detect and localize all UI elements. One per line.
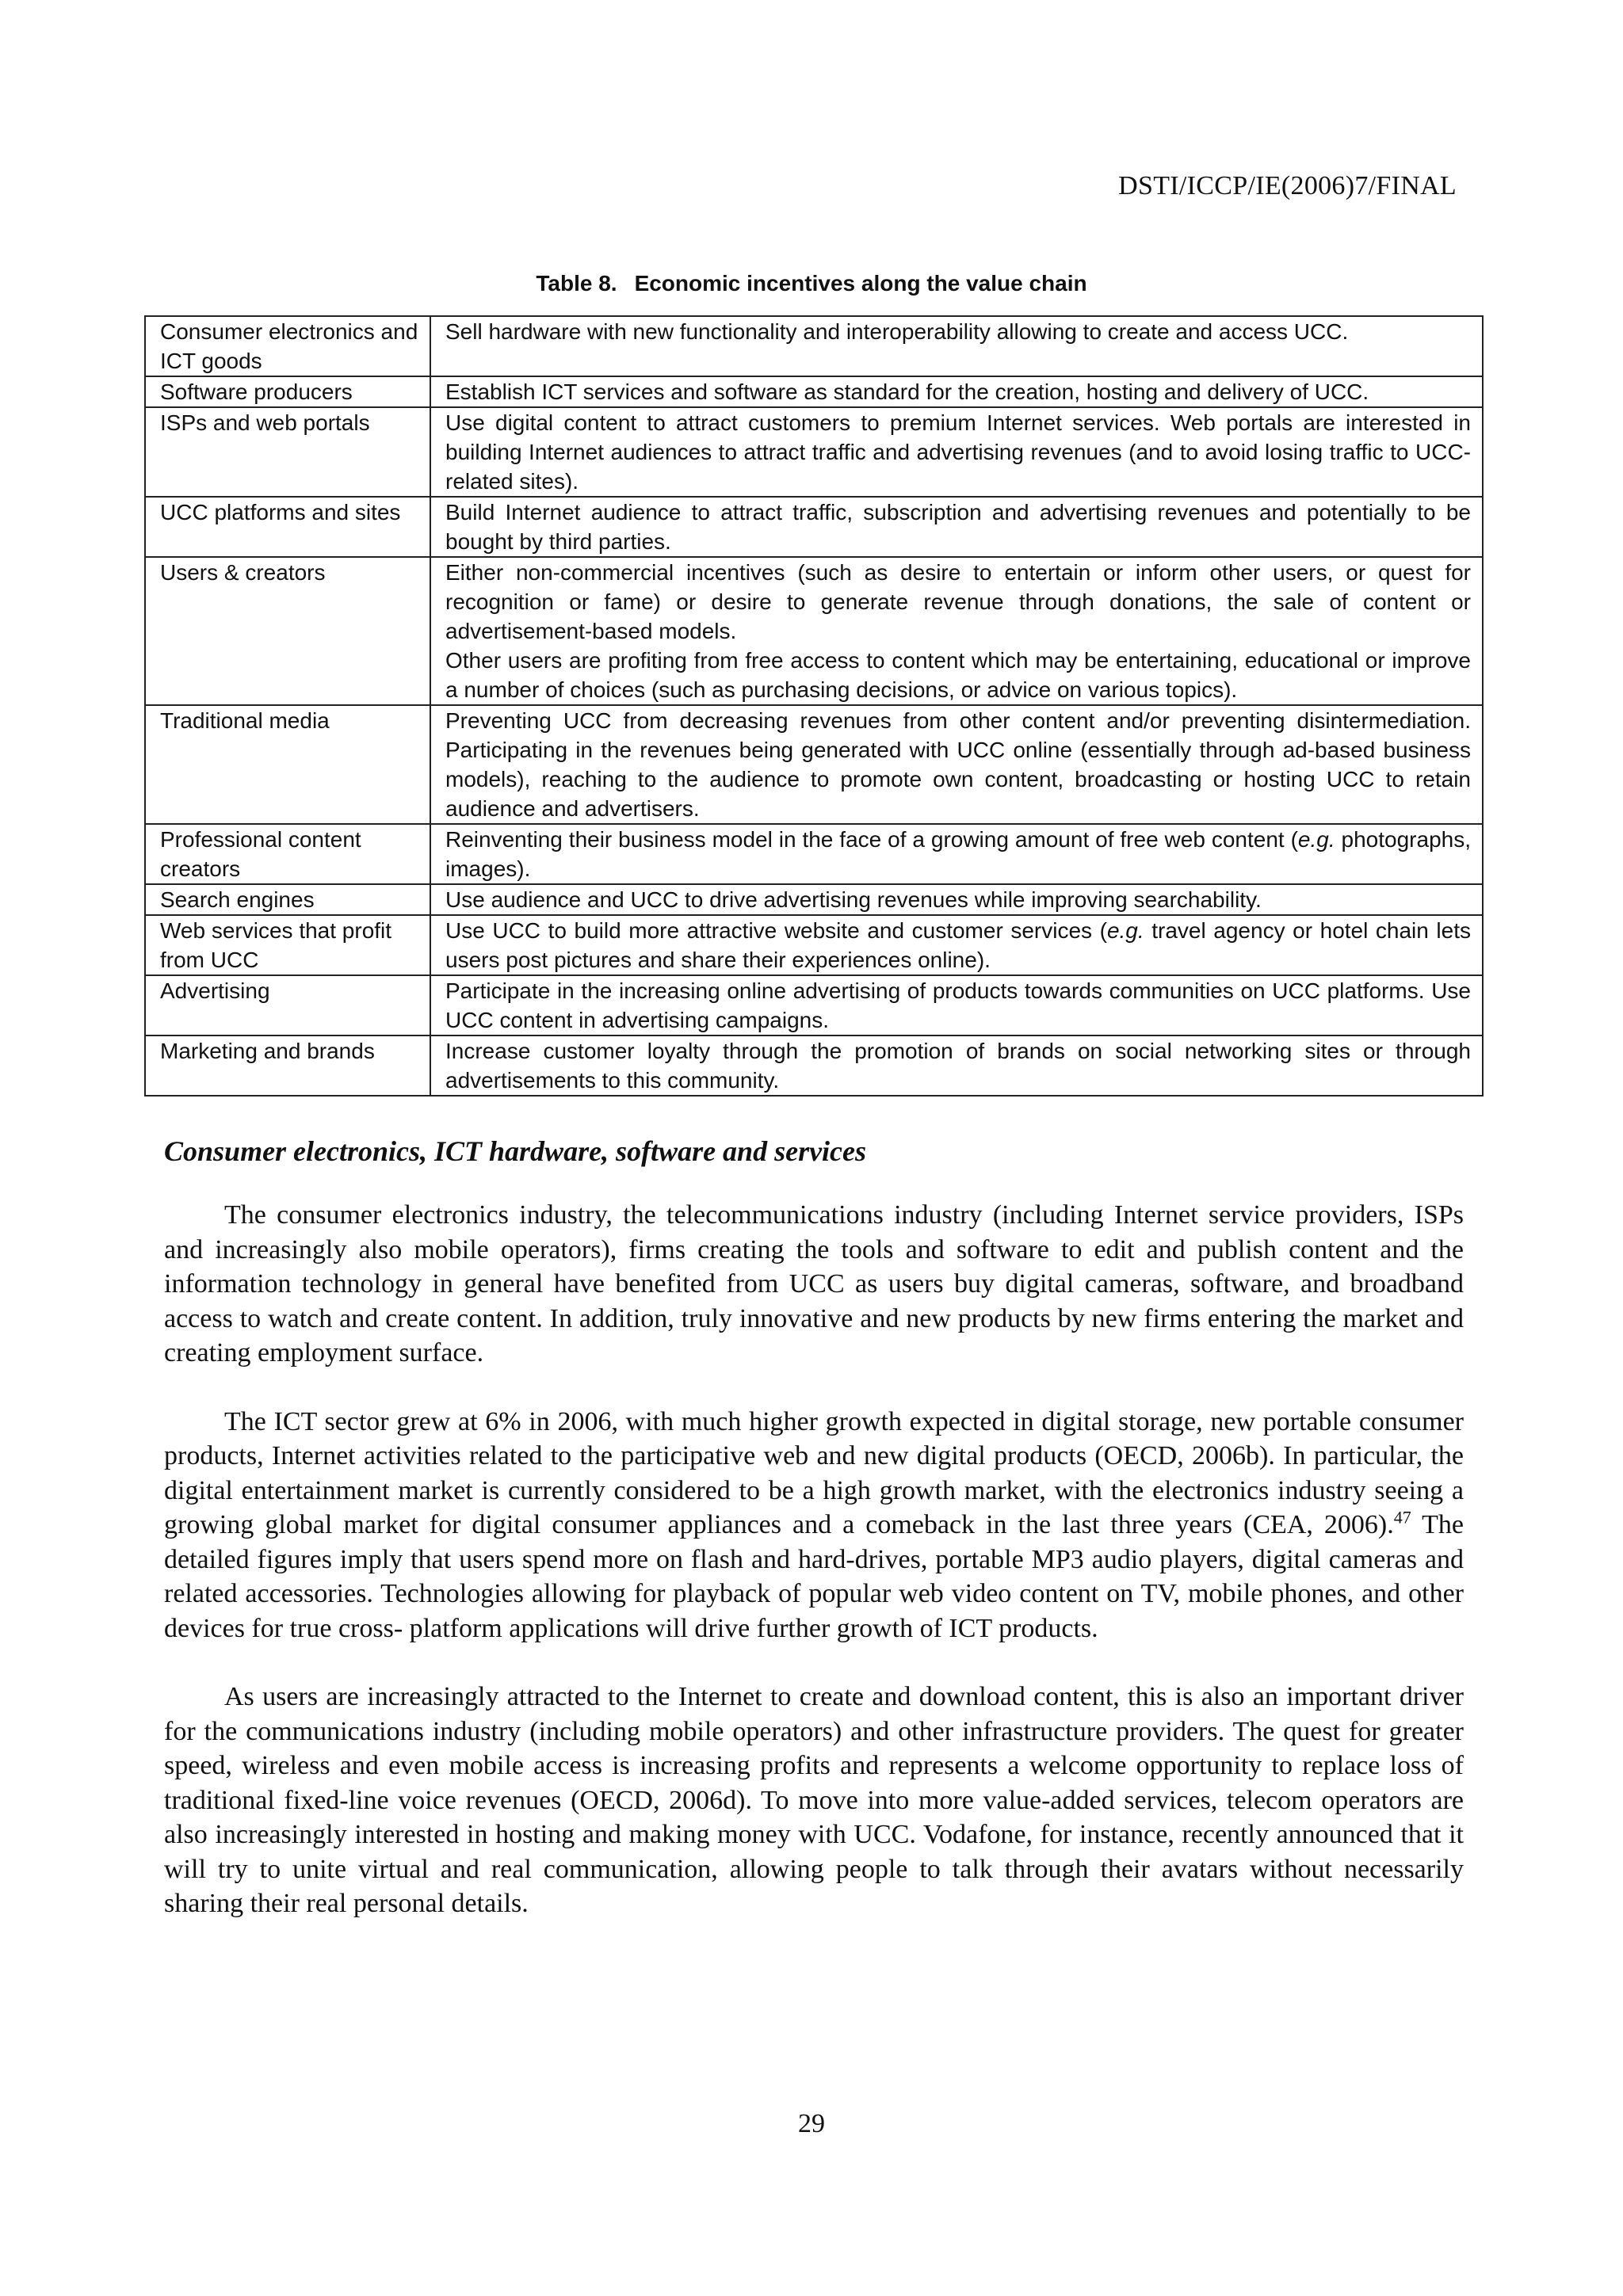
description-text: travel agency or hotel chain lets users post pictures and share their experiences online). [445, 918, 1471, 972]
table-caption-number: Table 8. [536, 271, 617, 296]
actor-cell: Traditional media [145, 705, 430, 824]
table-row [145, 1035, 1483, 1096]
paragraph: The consumer electronics industry, the telecommunications industry (including Internet service providers, ISPs and increasingly also mobile operators), firms creating the tools and software to edit and publish content and the information technology in general have benefited from UCC as users buy digital cameras, software, and broadband access to watch and create content. In addition, truly innovative and new products by new firms entering the market and creating employment surface. [164, 1200, 1464, 1367]
table-row [145, 557, 1483, 705]
section-heading: Consumer electronics, ICT hardware, software and services [164, 1135, 867, 1167]
actor-cell: ISPs and web portals [145, 407, 430, 497]
description-cell: Use audience and UCC to drive advertising revenues while improving searchability. [430, 884, 1483, 915]
body-text [164, 1198, 1464, 1955]
actor-cell: Software producers [145, 376, 430, 407]
table-row [145, 705, 1483, 824]
description-paragraph: Other users are profiting from free access to content which may be entertaining, educational or improve a number of choices (such as purchasing decisions, or advice on various topics). [445, 648, 1471, 702]
paragraph [164, 1405, 1464, 1646]
table-row [145, 376, 1483, 407]
incentives-table [144, 315, 1484, 1097]
description-emphasis: e.g. [1297, 827, 1335, 852]
table-row [145, 407, 1483, 497]
description-cell: Sell hardware with new functionality and interoperability allowing to create and access UCC. [430, 316, 1483, 376]
description-cell [430, 557, 1483, 705]
description-cell [430, 915, 1483, 975]
paragraph-text: The ICT sector grew at 6% in 2006, with much higher growth expected in digital storage, new portable consumer products, Internet activities related to the participative web and new digital products (OECD, 2006b). In particular, the digital entertainment market is currently considered to be a high growth market, with the electronics industry seeing a growing global market for digital consumer appliances and a comeback in the last three years (CEA, 2006). [164, 1406, 1464, 1539]
page-number: 29 [798, 2109, 825, 2138]
actor-cell: Search engines [145, 884, 430, 915]
table-row [145, 884, 1483, 915]
table-row [145, 497, 1483, 557]
description-emphasis: e.g. [1106, 918, 1144, 943]
actor-cell: UCC platforms and sites [145, 497, 430, 557]
description-cell: Establish ICT services and software as standard for the creation, hosting and delivery of UCC. [430, 376, 1483, 407]
description-cell [430, 824, 1483, 884]
paragraph-text: The detailed figures imply that users spend more on flash and hard-drives, portable MP3 audio players, digital cameras and related accessories. Technologies allowing for playback of popular web video content on TV, mobile phones, and other devices for true cross- platform applications will drive further growth of ICT products. [164, 1510, 1464, 1643]
actor-cell: Marketing and brands [145, 1035, 430, 1096]
actor-cell: Professional content creators [145, 824, 430, 884]
actor-cell: Web services that profit from UCC [145, 915, 430, 975]
table-caption-title: Economic incentives along the value chain [634, 271, 1087, 296]
table-row [145, 915, 1483, 975]
table-row [145, 824, 1483, 884]
footnote-marker: 47 [1393, 1507, 1411, 1527]
actor-cell: Advertising [145, 975, 430, 1035]
description-cell: Use digital content to attract customers to premium Internet services. Web portals are interested in building Internet audiences to attract traffic and advertising revenues (and to avoid losing traffic to UCC-related sites). [430, 407, 1483, 497]
description-cell: Preventing UCC from decreasing revenues from other content and/or preventing disintermediation. Participating in the revenues being generated with UCC online (essentially through ad-based business models), reaching to the audience to promote own content, broadcasting or hosting UCC to retain audience and advertisers. [430, 705, 1483, 824]
description-paragraph: Either non-commercial incentives (such as desire to entertain or inform other users, or quest for recognition or fame) or desire to generate revenue through donations, the sale of content or advertisement-based models. [445, 560, 1471, 643]
description-text: photographs, images). [445, 827, 1471, 881]
description-cell: Participate in the increasing online advertising of products towards communities on UCC platforms. Use UCC content in advertising campaigns. [430, 975, 1483, 1035]
table-row [145, 975, 1483, 1035]
actor-cell: Consumer electronics and ICT goods [145, 316, 430, 376]
table-row [145, 316, 1483, 376]
paragraph: As users are increasingly attracted to the Internet to create and download content, this is also an important driver for the communications industry (including mobile operators) and other infrastructure providers. The quest for greater speed, wireless and even mobile access is increasing profits and represents a welcome opportunity to replace loss of traditional fixed-line voice revenues (OECD, 2006d). To move into more value-added services, telecom operators are also increasingly interested in hosting and making money with UCC. Vodafone, for instance, recently announced that it will try to unite virtual and real communication, allowing people to talk through their avatars without necessarily sharing their real personal details. [164, 1682, 1464, 1918]
description-text: Reinventing their business model in the face of a growing amount of free web content ( [445, 827, 1298, 852]
description-cell: Build Internet audience to attract traffic, subscription and advertising revenues and potentially to be bought by third parties. [430, 497, 1483, 557]
document-id: DSTI/ICCP/IE(2006)7/FINAL [1118, 171, 1457, 200]
actor-cell: Users & creators [145, 557, 430, 705]
table-caption [0, 271, 1623, 296]
description-cell: Increase customer loyalty through the promotion of brands on social networking sites or through advertisements to this community. [430, 1035, 1483, 1096]
description-text: Use UCC to build more attractive website and customer services ( [445, 918, 1107, 943]
